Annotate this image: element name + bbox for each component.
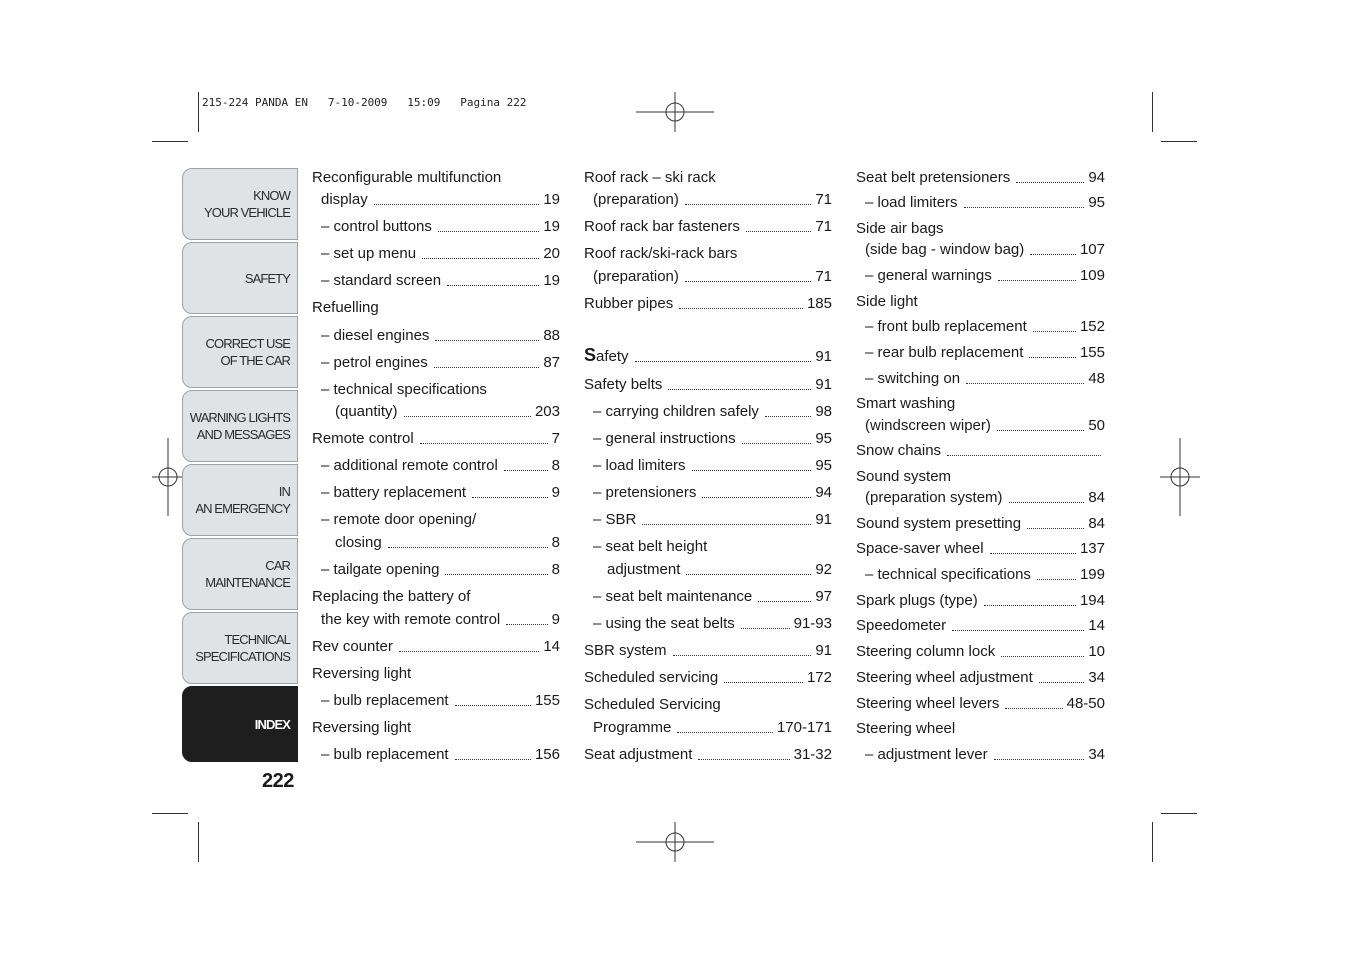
index-entry-text: – carrying children safely (593, 403, 759, 420)
index-entry (312, 217, 560, 237)
dot-leader (1039, 681, 1085, 683)
index-entry (584, 745, 832, 765)
dot-leader (1030, 253, 1076, 255)
index-entry-page: 94 (815, 484, 832, 501)
dot-leader (692, 469, 812, 471)
index-entry-text: adjustment (607, 561, 681, 578)
dot-leader (677, 731, 773, 733)
index-entry (312, 691, 560, 711)
index-entry-text: Scheduled servicing (584, 669, 719, 686)
index-entry (856, 266, 1105, 286)
tab-warning-lights[interactable]: WARNING LIGHTS AND MESSAGES (182, 390, 298, 462)
index-entry-text: – set up menu (321, 245, 417, 262)
index-entry-text: – rear bulb replacement (865, 344, 1024, 361)
index-entry-text: SBR system (584, 642, 667, 659)
dot-leader (1037, 578, 1076, 580)
index-entry-text: display (321, 191, 368, 208)
index-entry (312, 326, 560, 346)
chapter-tabs (182, 168, 298, 764)
index-entry (312, 587, 560, 607)
index-entry (856, 616, 1105, 636)
index-entry-page: 91 (815, 348, 832, 365)
dot-leader (455, 758, 531, 760)
index-entry-page: 48-50 (1066, 695, 1105, 712)
dot-leader (679, 307, 803, 309)
index-entry-text: – diesel engines (321, 327, 430, 344)
index-entry (856, 719, 1105, 739)
index-entry (856, 565, 1105, 585)
index-entry-page: 10 (1088, 643, 1105, 660)
index-entry-text: (preparation system) (865, 489, 1003, 506)
dot-leader (642, 523, 811, 525)
index-entry (312, 483, 560, 503)
index-entry-text: Roof rack bar fasteners (584, 218, 740, 235)
index-entry-page: 34 (1088, 746, 1105, 763)
dot-leader (758, 600, 811, 602)
index-entry-text: Steering wheel (856, 720, 956, 737)
tab-car-maintenance[interactable]: CAR MAINTENANCE (182, 538, 298, 610)
dot-leader (1029, 356, 1076, 358)
index-entry-text: – front bulb replacement (865, 318, 1027, 335)
index-entry-page: 172 (806, 669, 832, 686)
index-entry-page: 185 (806, 295, 832, 312)
index-entry (856, 539, 1105, 559)
index-entry-page: 14 (543, 638, 560, 655)
index-entry (584, 345, 832, 367)
dot-leader (997, 429, 1084, 431)
index-entry-page: 14 (1088, 617, 1105, 634)
index-entry-text: Snow chains (856, 442, 942, 459)
index-entry-page: 91-93 (793, 615, 832, 632)
crop-mark (1152, 822, 1153, 862)
index-entry-page: 97 (815, 588, 832, 605)
index-entry-text: Steering column lock (856, 643, 996, 660)
index-entry (856, 416, 1105, 436)
index-entry-page: 137 (1079, 540, 1105, 557)
dot-leader (685, 203, 811, 205)
index-entry-page: 94 (1088, 169, 1105, 186)
index-entry-text: Seat adjustment (584, 746, 693, 763)
index-entry-page: 152 (1079, 318, 1105, 335)
index-entry-text: Space-saver wheel (856, 540, 984, 557)
dot-leader (438, 230, 539, 232)
dot-leader (765, 415, 811, 417)
index-entry-text: – load limiters (865, 194, 958, 211)
index-entry (856, 488, 1105, 508)
index-entry (312, 664, 560, 684)
index-entry-text: – additional remote control (321, 457, 498, 474)
registration-mark-icon (636, 92, 714, 132)
index-entry-page: 19 (543, 218, 560, 235)
index-entry-text: Safety belts (584, 376, 663, 393)
dot-leader (698, 758, 789, 760)
dot-leader (1005, 707, 1062, 709)
index-entry-page: 170-171 (776, 719, 832, 736)
index-entry-page: 8 (551, 561, 560, 578)
index-entry-page: 84 (1088, 489, 1105, 506)
dot-leader (374, 203, 540, 205)
index-entry-text: – using the seat belts (593, 615, 735, 632)
index-entry-page: 87 (543, 354, 560, 371)
index-entry-page: 7 (551, 430, 560, 447)
index-entry (584, 429, 832, 449)
dot-leader (742, 442, 812, 444)
index-entry-text: – seat belt height (593, 538, 708, 555)
dot-leader (686, 573, 811, 575)
dot-leader (964, 206, 1085, 208)
tab-safety[interactable]: SAFETY (182, 242, 298, 314)
index-entry-page: 19 (543, 272, 560, 289)
crop-mark (1161, 141, 1197, 142)
dot-leader (746, 230, 811, 232)
index-entry (856, 193, 1105, 213)
index-entry-text: Rev counter (312, 638, 393, 655)
print-header: 215-224 PANDA EN 7-10-2009 15:09 Pagina 222 (202, 96, 527, 109)
index-entry-text: Reconfigurable multifunction (312, 169, 502, 186)
index-entry (584, 641, 832, 661)
dot-leader (506, 623, 547, 625)
index-entry-text: (side bag - window bag) (865, 241, 1025, 258)
index-entry-page: 199 (1079, 566, 1105, 583)
index-entry-page: 19 (543, 191, 560, 208)
index-entry (856, 394, 1105, 414)
index-entry (584, 483, 832, 503)
index-entry (312, 190, 560, 210)
index-entry-text: Scheduled Servicing (584, 696, 721, 713)
index-entry-page: 9 (551, 611, 560, 628)
index-entry (856, 369, 1105, 389)
index-entry-text: – general instructions (593, 430, 736, 447)
index-entry-text: (windscreen wiper) (865, 417, 991, 434)
index-entry (856, 642, 1105, 662)
index-entry (584, 456, 832, 476)
dot-leader (447, 284, 539, 286)
index-entry (856, 240, 1105, 260)
index-entry (584, 695, 832, 715)
index-entry-text: Steering wheel adjustment (856, 669, 1033, 686)
dot-leader (445, 573, 547, 575)
index-entry (312, 353, 560, 373)
index-entry (312, 533, 560, 553)
dot-leader (673, 654, 812, 656)
index-entry-text: – standard screen (321, 272, 442, 289)
index-entry (584, 510, 832, 530)
index-entry (856, 219, 1105, 239)
index-entry-text: Reversing light (312, 665, 412, 682)
index-entry-page: 92 (815, 561, 832, 578)
index-entry-text: – tailgate opening (321, 561, 440, 578)
dot-leader (998, 279, 1076, 281)
index-entry (584, 718, 832, 738)
index-entry-page: 91 (815, 642, 832, 659)
index-entry-text: – SBR (593, 511, 637, 528)
index-entry-text: Reversing light (312, 719, 412, 736)
index-entry-page: 95 (1088, 194, 1105, 211)
index-entry-text: closing (335, 534, 382, 551)
index-entry (856, 694, 1105, 714)
dot-leader (422, 257, 539, 259)
index-entry-page: 84 (1088, 515, 1105, 532)
index-entry-text: the key with remote control (321, 611, 501, 628)
index-entry-text: (preparation) (593, 268, 679, 285)
index-entry (584, 560, 832, 580)
index-entry-page: 20 (543, 245, 560, 262)
dot-leader (724, 681, 803, 683)
index-entry-text: Side air bags (856, 220, 944, 237)
dot-leader (504, 469, 548, 471)
index-entry (584, 668, 832, 688)
index-entry-text: – bulb replacement (321, 692, 449, 709)
index-entry (312, 402, 560, 422)
index-entry-page: 98 (815, 403, 832, 420)
dot-leader (388, 546, 548, 548)
index-entry-text: (preparation) (593, 191, 679, 208)
index-entry-text: – general warnings (865, 267, 992, 284)
index-entry (856, 745, 1105, 765)
index-entry-page: 91 (815, 511, 832, 528)
index-entry-page: 8 (551, 457, 560, 474)
index-entry-text: Smart washing (856, 395, 956, 412)
index-entry (856, 668, 1105, 688)
dot-leader (994, 758, 1085, 760)
dot-leader (404, 415, 531, 417)
index-entry-text: – control buttons (321, 218, 432, 235)
dot-leader (1009, 501, 1085, 503)
dot-leader (399, 650, 539, 652)
index-entry-page: 71 (815, 191, 832, 208)
index-entry (584, 267, 832, 287)
index-entry-text: Roof rack/ski-rack bars (584, 245, 738, 262)
index-entry-text: Remote control (312, 430, 414, 447)
index-entry-text: Speedometer (856, 617, 947, 634)
index-entry (312, 560, 560, 580)
tab-in-an-emergency[interactable]: IN AN EMERGENCY (182, 464, 298, 536)
index-entry-page: 71 (815, 268, 832, 285)
registration-mark-icon (636, 822, 714, 862)
index-entry (584, 190, 832, 210)
index-entry-text: Refuelling (312, 299, 379, 316)
index-entry-text: Steering wheel levers (856, 695, 1000, 712)
index-entry (856, 168, 1105, 188)
crop-mark (198, 822, 199, 862)
index-entry-page: 50 (1088, 417, 1105, 434)
index-entry-text: – switching on (865, 370, 961, 387)
page-number: 222 (262, 770, 294, 792)
crop-mark (1152, 92, 1153, 132)
dot-leader (990, 552, 1076, 554)
crop-mark (1161, 813, 1197, 814)
dot-leader (455, 704, 531, 706)
index-entry (584, 614, 832, 634)
index-entry-text: – seat belt maintenance (593, 588, 753, 605)
index-entry-text: – technical specifications (321, 381, 487, 398)
index-entry (312, 456, 560, 476)
index-entry (312, 718, 560, 738)
index-entry-text: – load limiters (593, 457, 686, 474)
index-entry (584, 587, 832, 607)
index-entry (312, 298, 560, 318)
dot-leader (472, 496, 548, 498)
index-entry (856, 441, 1105, 461)
tab-know-your-vehicle[interactable]: KNOW YOUR VEHICLE (182, 168, 298, 240)
index-entry-text: Replacing the battery of (312, 588, 471, 605)
index-entry-text: – remote door opening/ (321, 511, 477, 528)
crop-mark (152, 813, 188, 814)
index-entry-text: Spark plugs (type) (856, 592, 978, 609)
tab-index[interactable]: INDEX (182, 686, 298, 762)
dot-leader (635, 360, 812, 362)
index-entry-text: Sound system presetting (856, 515, 1022, 532)
index-entry-page: 31-32 (793, 746, 832, 763)
index-entry-text: – bulb replacement (321, 746, 449, 763)
index-entry (856, 467, 1105, 487)
index-entry-text: – battery replacement (321, 484, 467, 501)
index-entry (312, 610, 560, 630)
index-entry-text: Programme (593, 719, 672, 736)
dot-leader (702, 496, 811, 498)
dot-leader (434, 366, 540, 368)
index-entry (312, 168, 560, 188)
dot-leader (1016, 181, 1084, 183)
index-entry (856, 514, 1105, 534)
dot-leader (966, 382, 1084, 384)
index-entry-page: 8 (551, 534, 560, 551)
registration-mark-icon (1160, 438, 1200, 516)
index-entry-text: Seat belt pretensioners (856, 169, 1011, 186)
dot-leader (1001, 655, 1084, 657)
index-entry-text: – pretensioners (593, 484, 697, 501)
index-entry-page: 48 (1088, 370, 1105, 387)
index-entry-page: 156 (534, 746, 560, 763)
index-entry (584, 294, 832, 314)
index-entry-page: 109 (1079, 267, 1105, 284)
dot-leader (952, 629, 1084, 631)
index-entry-text: Safety (584, 345, 629, 365)
index-entry-page: 155 (1079, 344, 1105, 361)
index-entry-page: 88 (543, 327, 560, 344)
dot-leader (668, 388, 811, 390)
index-entry (856, 317, 1105, 337)
index-entry (584, 375, 832, 395)
index-entry-page: 95 (815, 430, 832, 447)
crop-mark (198, 92, 199, 132)
index-entry-page: 95 (815, 457, 832, 474)
index-entry-page: 107 (1079, 241, 1105, 258)
index-entry-text: (quantity) (335, 403, 398, 420)
dot-leader (1033, 330, 1076, 332)
index-entry (856, 343, 1105, 363)
index-entry (584, 217, 832, 237)
dot-leader (435, 339, 539, 341)
index-entry-text: Rubber pipes (584, 295, 674, 312)
dot-leader (984, 604, 1076, 606)
index-entry (584, 244, 832, 264)
index-entry (312, 745, 560, 765)
dot-leader (420, 442, 548, 444)
dot-leader (741, 627, 790, 629)
tab-technical-specifications[interactable]: TECHNICAL SPECIFICATIONS (182, 612, 298, 684)
index-entry (856, 591, 1105, 611)
index-entry-page: 34 (1088, 669, 1105, 686)
index-entry (584, 402, 832, 422)
index-entry-text: – petrol engines (321, 354, 428, 371)
dot-leader (1027, 527, 1084, 529)
index-entry-text: Side light (856, 293, 918, 310)
index-entry (584, 537, 832, 557)
index-entry-text: Sound system (856, 468, 952, 485)
index-entry (312, 429, 560, 449)
dot-leader (685, 280, 811, 282)
index-entry-text: – adjustment lever (865, 746, 988, 763)
index-entry-text: Roof rack – ski rack (584, 169, 716, 186)
index-entry-page: 155 (534, 692, 560, 709)
index-entry (584, 168, 832, 188)
index-entry-page: 71 (815, 218, 832, 235)
crop-mark (152, 141, 188, 142)
index-entry (856, 292, 1105, 312)
index-entry (312, 271, 560, 291)
index-entry-page: 91 (815, 376, 832, 393)
index-entry (312, 244, 560, 264)
index-entry-page: 194 (1079, 592, 1105, 609)
tab-correct-use[interactable]: CORRECT USE OF THE CAR (182, 316, 298, 388)
dot-leader (947, 454, 1101, 456)
index-entry-page: 9 (551, 484, 560, 501)
index-entry (312, 380, 560, 400)
index-entry-page: 203 (534, 403, 560, 420)
index-entry-text: – technical specifications (865, 566, 1031, 583)
index-entry (312, 637, 560, 657)
index-entry (312, 510, 560, 530)
